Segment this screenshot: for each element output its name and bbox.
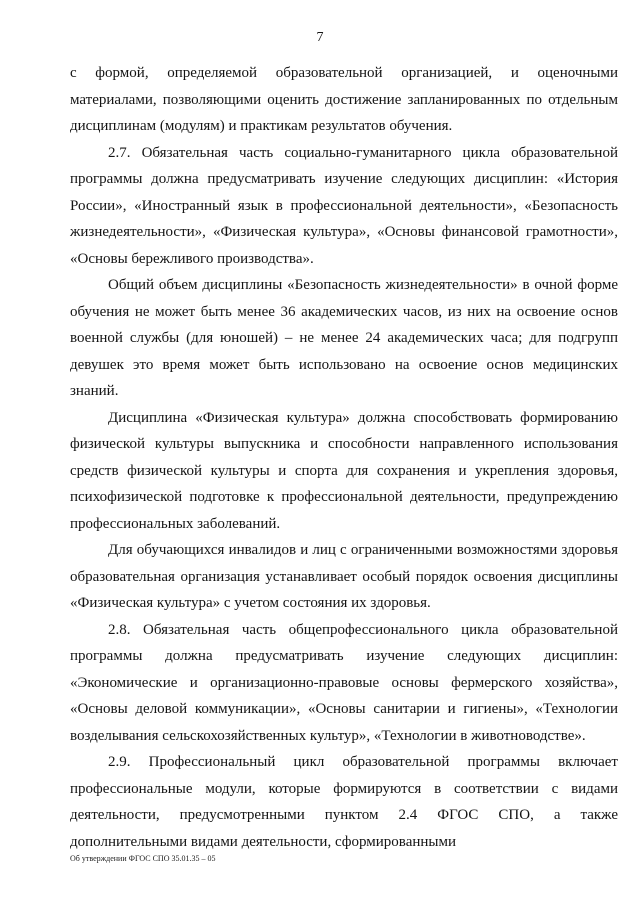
- page-number: 7: [316, 30, 324, 45]
- paragraph-bzh-hours: Общий объем дисциплины «Безопасность жизнедеятельности» в очной форме обучения не может быть менее 36 академических часов, из них на освоение основ военной службы (для юношей) – не менее 24 академических часа; для подгрупп девушек это время может быть использовано на освоение основ медицинских знаний.: [70, 277, 618, 399]
- paragraph-2-9: 2.9. Профессиональный цикл образовательной программы включает профессиональные модули, которые формируются в соответствии с видами деятельности, предусмотренными пунктом 2.4 ФГОС СПО, а также дополнительными видами деятельности, сформированными: [70, 754, 618, 850]
- paragraph-continuation: с формой, определяемой образовательной организацией, и оценочными материалами, позволяющими оценить достижение запланированных по отдельным дисциплинам (модулям) и практикам результатов обучения.: [70, 65, 618, 134]
- paragraph-disabled-students: Для обучающихся инвалидов и лиц с ограниченными возможностями здоровья образовательная организация устанавливает особый порядок освоения дисциплины «Физическая культура» с учетом состояния их здоровья.: [70, 542, 618, 611]
- footer-text: Об утверждении ФГОС СПО 35.01.35 – 05: [70, 854, 216, 863]
- paragraph-2-8: 2.8. Обязательная часть общепрофессионального цикла образовательной программы должна предусматривать изучение следующих дисциплин: «Экономические и организационно-правовые основы фермерского хозяйства», «Основы деловой коммуникации», «Основы санитарии и гигиены», «Технологии возделывания сельскохозяйственных культур», «Технологии в животноводстве».: [70, 621, 618, 744]
- body-text: [70, 60, 618, 855]
- paragraph-2-7: 2.7. Обязательная часть социально-гуманитарного цикла образовательной программы должна предусматривать изучение следующих дисциплин: «История России», «Иностранный язык в профессиональной деятельности», «Безопасность жизнедеятельности», «Физическая культура», «Основы финансовой грамотности», «Основы бережливого производства».: [70, 144, 618, 267]
- paragraph-physical-culture: Дисциплина «Физическая культура» должна способствовать формированию физической культуры выпускника и способности направленного использования средств физической культуры и спорта для сохранения и укрепления здоровья, психофизической подготовке к профессиональной деятельности, предупреждению профессиональных заболеваний.: [70, 409, 618, 532]
